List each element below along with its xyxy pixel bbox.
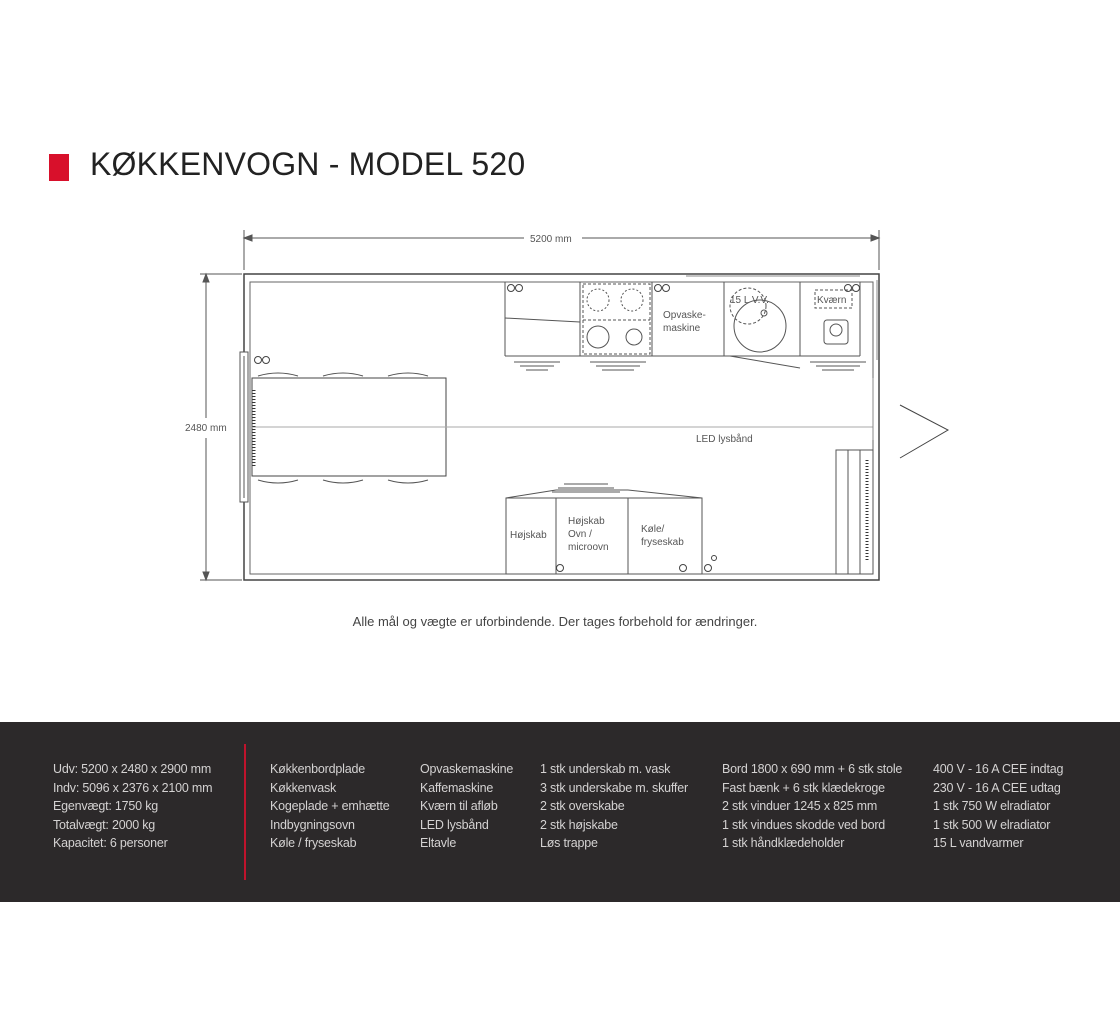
hob-outline [583,284,650,354]
spec-item: 3 stk underskabe m. skuffer [540,780,688,795]
spec-item: Egenvægt: 1750 kg [53,799,159,814]
led-label: LED lysbånd [696,434,753,445]
dishwasher-label: maskine [663,323,701,334]
oven-cabinet-label: Højskab [568,516,605,527]
spec-item: 230 V - 16 A CEE udtag [933,780,1061,795]
arrow-up-icon [203,274,209,282]
hob-burner [626,329,642,345]
spec-item: Opvaskemaskine [420,762,514,776]
width-label: 5200 mm [530,234,572,245]
specs-column-appliances [420,760,513,853]
dishwasher-label: Opvaske- [663,310,706,321]
counter-angle [730,356,800,368]
arrow-right-icon [871,235,879,241]
hob-burner [587,289,609,311]
depth-label: 2480 mm [185,423,227,434]
specs-column-cabinets [540,760,688,853]
spec-item: 1 stk 750 W elradiator [933,799,1051,814]
fridge-label: Køle/ [641,524,665,535]
water-heater-label: 15 L V.V. [730,295,769,306]
disclaimer: Alle mål og vægte er uforbindende. Der tages forbehold for ændringer. [352,614,758,629]
spec-item: 2 stk vinduer 1245 x 825 mm [722,799,878,814]
oven-cabinet-label: Ovn / [568,529,592,540]
specs-panel [0,722,1120,902]
spec-item: 1 stk underskab m. vask [540,762,671,776]
fridge-label: fryseskab [641,537,684,548]
specs-column-furniture [722,760,902,853]
hob-burner [587,326,609,348]
spec-item: Kværn til afløb [420,799,498,814]
chair [388,480,428,483]
specs-column-kitchen [270,760,390,853]
spec-item: Kaffemaskine [420,780,494,795]
spec-item: Kogeplade + emhætte [270,799,390,814]
chair [258,373,298,376]
water-heater-outline [730,288,766,324]
spec-item: 15 L vandvarmer [933,836,1024,851]
grinder-label: Kværn [817,295,847,306]
spec-item: 400 V - 16 A CEE indtag [933,762,1064,776]
page-title: KØKKENVOGN - MODEL 520 [90,146,526,182]
entrance-arrow-icon [900,405,948,458]
spec-item: Bord 1800 x 690 mm + 6 stk stole [722,762,903,776]
arrow-left-icon [244,235,252,241]
spec-item: Indv: 5096 x 2376 x 2100 mm [53,780,213,795]
spec-item: 2 stk højskabe [540,817,618,832]
inner-wall [250,282,873,574]
spec-item: Indbygningsovn [270,817,355,832]
specs-column-dimensions [53,760,212,853]
oven-cabinet-label: microovn [568,542,609,553]
specs-divider [244,744,246,880]
spec-item: 1 stk 500 W elradiator [933,817,1051,832]
tall-cabinet-label: Højskab [510,530,547,541]
chair [323,373,363,376]
spec-item: Køkkenvask [270,780,337,795]
hob-burner [621,289,643,311]
chair [388,373,428,376]
chair [258,480,298,483]
spec-item: 2 stk overskabe [540,799,625,814]
specs-column-electrical [933,760,1063,853]
spec-item: Eltavle [420,836,457,851]
spec-item: LED lysbånd [420,817,489,832]
spec-item: Køle / fryseskab [270,836,357,851]
spec-item: Udv: 5200 x 2480 x 2900 mm [53,762,212,776]
arrow-down-icon [203,572,209,580]
spec-item: Kapacitet: 6 personer [53,836,168,851]
spec-item: Totalvægt: 2000 kg [53,817,156,832]
spec-item: 1 stk vindues skodde ved bord [722,817,886,832]
chair [323,480,363,483]
spec-item: Fast bænk + 6 stk klædekroge [722,780,885,795]
spec-item: 1 stk håndklædeholder [722,836,845,851]
cabinet-top-angle [506,490,556,498]
sink-bowl [734,300,786,352]
spec-item: Køkkenbordplade [270,762,365,776]
spec-item: Løs trappe [540,836,598,851]
